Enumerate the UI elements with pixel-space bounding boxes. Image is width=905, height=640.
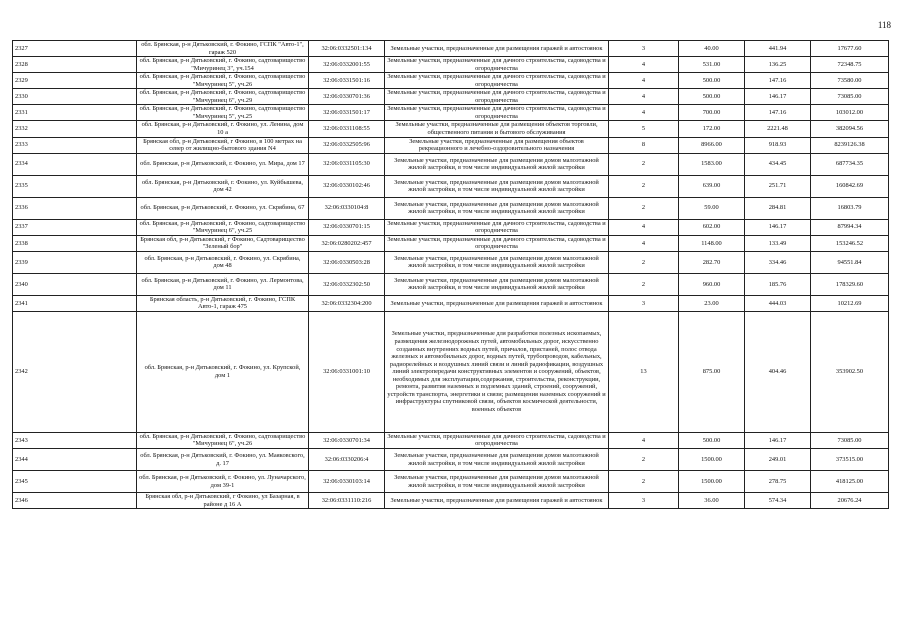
- row-address: обл. Брянская, р-н Дятьковский, г. Фокино, ул. Ленина, дом 10 а: [137, 121, 309, 137]
- row-land-use: Земельные участки, предназначенные для размещения домов малоэтажной жилой застройки, в том числе индивидуальной жилой застройки: [385, 471, 609, 493]
- row-cadastral-cost: 16803.79: [811, 197, 889, 219]
- row-area: 36.00: [679, 493, 745, 509]
- row-number: 2334: [13, 153, 137, 175]
- row-cadastral-number: 32:06:0331501:16: [309, 73, 385, 89]
- row-address: обл. Брянская, р-н Дятьковский, г. Фокино, садтоварищество "Мичуринец 5", уч.25: [137, 105, 309, 121]
- page-number: 118: [877, 20, 891, 30]
- row-number: 2330: [13, 89, 137, 105]
- row-address: обл. Брянская, р-н Дятьковский, г. Фокино, ул. Крупской, дом 1: [137, 311, 309, 432]
- row-use-category: 4: [609, 89, 679, 105]
- row-use-category: 4: [609, 105, 679, 121]
- row-cadastral-number: 32:06:0330102:46: [309, 175, 385, 197]
- row-area: 1583.00: [679, 153, 745, 175]
- row-use-category: 2: [609, 153, 679, 175]
- row-cadastral-cost: 10212.69: [811, 295, 889, 311]
- row-cadastral-cost: 73085.00: [811, 89, 889, 105]
- row-land-use: Земельные участки, предназначенные для размещения домов малоэтажной жилой застройки, в том числе индивидуальной жилой застройки: [385, 449, 609, 471]
- row-area: 172.00: [679, 121, 745, 137]
- table-row: [13, 41, 889, 57]
- row-number: 2345: [13, 471, 137, 493]
- row-use-category: 4: [609, 57, 679, 73]
- row-specific-value: 2221.48: [745, 121, 811, 137]
- row-use-category: 2: [609, 449, 679, 471]
- row-use-category: 2: [609, 175, 679, 197]
- row-cadastral-number: 32:06:0331108:55: [309, 121, 385, 137]
- row-specific-value: 251.71: [745, 175, 811, 197]
- row-address: обл. Брянская, р-н Дятьковский, г. Фокино, ул. Куйбышева, дом 42: [137, 175, 309, 197]
- row-use-category: 4: [609, 432, 679, 448]
- row-specific-value: 574.34: [745, 493, 811, 509]
- row-specific-value: 147.16: [745, 105, 811, 121]
- row-address: обл. Брянская, р-н Дятьковский, г. Фокино, садтоварищество "Мичуринец 6", уч.25: [137, 219, 309, 235]
- table-row: [13, 251, 889, 273]
- row-number: 2337: [13, 219, 137, 235]
- row-cadastral-number: 32:06:0331501:17: [309, 105, 385, 121]
- row-cadastral-cost: 87994.34: [811, 219, 889, 235]
- row-cadastral-number: 32:06:0332001:55: [309, 57, 385, 73]
- row-cadastral-cost: 103012.00: [811, 105, 889, 121]
- row-use-category: 13: [609, 311, 679, 432]
- row-specific-value: 441.94: [745, 41, 811, 57]
- row-cadastral-number: 32:06:0331105:30: [309, 153, 385, 175]
- row-use-category: 4: [609, 235, 679, 251]
- row-area: 1500.00: [679, 449, 745, 471]
- table-row: [13, 449, 889, 471]
- row-land-use: Земельные участки, предназначенные для дачного строительства, садоводства и огородничества: [385, 105, 609, 121]
- row-specific-value: 404.46: [745, 311, 811, 432]
- row-use-category: 4: [609, 73, 679, 89]
- row-specific-value: 278.75: [745, 471, 811, 493]
- row-land-use: Земельные участки, предназначенные для разработки полезных ископаемых, размещения железнодорожных путей, автомобильных дорог, искусственно созданных внутренних водных путей, причалов, пристаней, полос отвода железных и автомобильных дорог, водных путей, трубопроводов, кабельных, радиорелейных и воздушных линий связи и линий радиофикации, воздушных линий электропередачи конструктивных элементов и сооружений, объектов, необходимых для эксплуатации,содержания, строительства, реконструкции, ремонта, развития наземных и подземных зданий, строений, сооружений, устройств транспорта, энергетики и связи; размещения наземных сооружений и инфраструктуры спутниковой связи, объектов космической деятельности, военных объектов: [385, 311, 609, 432]
- row-address: Брянская обл, р-н Дятьковский, г Фокино, Садтоварищество "Зеленый бор": [137, 235, 309, 251]
- table-row: [13, 273, 889, 295]
- table-row: [13, 219, 889, 235]
- row-area: 1500.00: [679, 471, 745, 493]
- row-land-use: Земельные участки, предназначенные для размещения гаражей и автостоянок: [385, 295, 609, 311]
- row-address: обл. Брянская, р-н Дятьковский, г. Фокино, садтоварищество "Мичуринец 5", уч.26: [137, 73, 309, 89]
- row-address: Брянская область, р-н Дятьковский, г. Фокино, ГСПК Авто-1, гараж 475: [137, 295, 309, 311]
- row-use-category: 2: [609, 197, 679, 219]
- row-address: обл. Брянская, р-н Дятьковский, г. Фокино, ГСПК "Авто-1", гараж 520: [137, 41, 309, 57]
- row-area: 875.00: [679, 311, 745, 432]
- row-cadastral-number: 32:06:0332302:50: [309, 273, 385, 295]
- row-land-use: Земельные участки, предназначенные для дачного строительства, садоводства и огородничества: [385, 235, 609, 251]
- row-number: 2343: [13, 432, 137, 448]
- row-land-use: Земельные участки, предназначенные для размещения объектов торговли, общественного питания и бытового обслуживания: [385, 121, 609, 137]
- row-cadastral-number: 32:06:0331110:216: [309, 493, 385, 509]
- row-specific-value: 249.01: [745, 449, 811, 471]
- row-number: 2328: [13, 57, 137, 73]
- row-cadastral-cost: 687734.35: [811, 153, 889, 175]
- row-number: 2346: [13, 493, 137, 509]
- row-area: 282.70: [679, 251, 745, 273]
- row-cadastral-number: 32:06:0330701:36: [309, 89, 385, 105]
- row-land-use: Земельные участки, предназначенные для дачного строительства, садоводства и огородничества: [385, 432, 609, 448]
- row-specific-value: 133.49: [745, 235, 811, 251]
- row-number: 2329: [13, 73, 137, 89]
- row-use-category: 2: [609, 471, 679, 493]
- table-row: [13, 311, 889, 432]
- row-land-use: Земельные участки, предназначенные для размещения объектов рекреационного и лечебно-оздоровительного назначения: [385, 137, 609, 153]
- row-cadastral-number: 32:06:0332304:200: [309, 295, 385, 311]
- row-number: 2339: [13, 251, 137, 273]
- row-cadastral-number: 32:06:0280202:457: [309, 235, 385, 251]
- row-use-category: 4: [609, 219, 679, 235]
- row-use-category: 3: [609, 295, 679, 311]
- row-cadastral-cost: 72348.75: [811, 57, 889, 73]
- row-area: 500.00: [679, 73, 745, 89]
- table-row: [13, 235, 889, 251]
- row-specific-value: 147.16: [745, 73, 811, 89]
- row-cadastral-cost: 178329.60: [811, 273, 889, 295]
- row-cadastral-number: 32:06:0332501:134: [309, 41, 385, 57]
- row-area: 59.00: [679, 197, 745, 219]
- row-address: обл. Брянская, р-н Дятьковский, г. Фокино, садтоварищество "Мичуринец 6", уч.29: [137, 89, 309, 105]
- row-cadastral-cost: 73580.00: [811, 73, 889, 89]
- table-row: [13, 197, 889, 219]
- row-cadastral-number: 32:06:0330103:14: [309, 471, 385, 493]
- row-land-use: Земельные участки, предназначенные для дачного строительства, садоводства и огородничества: [385, 89, 609, 105]
- row-area: 40.00: [679, 41, 745, 57]
- row-address: обл. Брянская, р-н Дятьковский, г. Фокино, ул. Скрябина, 67: [137, 197, 309, 219]
- row-specific-value: 444.03: [745, 295, 811, 311]
- row-cadastral-cost: 17677.60: [811, 41, 889, 57]
- row-area: 700.00: [679, 105, 745, 121]
- table-row: [13, 295, 889, 311]
- row-specific-value: 146.17: [745, 432, 811, 448]
- row-area: 531.00: [679, 57, 745, 73]
- table-row: [13, 471, 889, 493]
- row-use-category: 2: [609, 273, 679, 295]
- row-cadastral-number: 32:06:0330503:28: [309, 251, 385, 273]
- row-specific-value: 185.76: [745, 273, 811, 295]
- row-specific-value: 434.45: [745, 153, 811, 175]
- row-use-category: 3: [609, 41, 679, 57]
- row-cadastral-cost: 373515.00: [811, 449, 889, 471]
- row-address: обл. Брянская, р-н Дятьковский, г. Фокино, ул. Маяковского, д. 17: [137, 449, 309, 471]
- table-row: [13, 432, 889, 448]
- row-cadastral-number: 32:06:0331001:10: [309, 311, 385, 432]
- table-row: [13, 73, 889, 89]
- row-number: 2344: [13, 449, 137, 471]
- row-land-use: Земельные участки, предназначенные для размещения домов малоэтажной жилой застройки, в том числе индивидуальной жилой застройки: [385, 175, 609, 197]
- row-cadastral-cost: 153246.52: [811, 235, 889, 251]
- row-address: Брянская обл, р-н Дятьковский, г Фокино, в 100 метрах на север от жилищно-бытового здания N4: [137, 137, 309, 153]
- row-land-use: Земельные участки, предназначенные для размещения домов малоэтажной жилой застройки, в том числе индивидуальной жилой застройки: [385, 197, 609, 219]
- row-cadastral-cost: 20676.24: [811, 493, 889, 509]
- row-use-category: 5: [609, 121, 679, 137]
- row-specific-value: 334.46: [745, 251, 811, 273]
- row-address: обл. Брянская, р-н Дятьковский, г. Фокино, ул. Луначарского, дом 39-1: [137, 471, 309, 493]
- row-cadastral-cost: 94551.84: [811, 251, 889, 273]
- row-land-use: Земельные участки, предназначенные для дачного строительства, садоводства и огородничества: [385, 73, 609, 89]
- row-cadastral-number: 32:06:0330104:8: [309, 197, 385, 219]
- row-cadastral-number: 32:06:0330701:15: [309, 219, 385, 235]
- row-cadastral-cost: 8239126.38: [811, 137, 889, 153]
- row-area: 639.00: [679, 175, 745, 197]
- row-land-use: Земельные участки, предназначенные для размещения гаражей и автостоянок: [385, 493, 609, 509]
- row-number: 2331: [13, 105, 137, 121]
- row-area: 8966.00: [679, 137, 745, 153]
- row-specific-value: 146.17: [745, 89, 811, 105]
- row-address: обл. Брянская, р-н Дятьковский, г. Фокино, садтоварищество "Мичуринец 3", уч.154: [137, 57, 309, 73]
- row-area: 1148.00: [679, 235, 745, 251]
- row-area: 500.00: [679, 89, 745, 105]
- row-cadastral-cost: 418125.00: [811, 471, 889, 493]
- row-address: обл. Брянская, р-н Дятьковский, г. Фокино, ул. Мира, дом 17: [137, 153, 309, 175]
- row-use-category: 2: [609, 251, 679, 273]
- row-specific-value: 284.81: [745, 197, 811, 219]
- row-area: 960.00: [679, 273, 745, 295]
- row-address: обл. Брянская, р-н Дятьковский, г. Фокино, ул. Скрябина, дом 48: [137, 251, 309, 273]
- row-specific-value: 918.93: [745, 137, 811, 153]
- table-row: [13, 493, 889, 509]
- row-land-use: Земельные участки, предназначенные для размещения домов малоэтажной жилой застройки, в том числе индивидуальной жилой застройки: [385, 153, 609, 175]
- row-number: 2332: [13, 121, 137, 137]
- row-area: 500.00: [679, 432, 745, 448]
- row-address: обл. Брянская, р-н Дятьковский, г. Фокино, ул. Лермонтова, дом 11: [137, 273, 309, 295]
- row-cadastral-cost: 353902.50: [811, 311, 889, 432]
- row-number: 2342: [13, 311, 137, 432]
- row-land-use: Земельные участки, предназначенные для размещения гаражей и автостоянок: [385, 41, 609, 57]
- row-number: 2335: [13, 175, 137, 197]
- row-land-use: Земельные участки, предназначенные для размещения домов малоэтажной жилой застройки, в том числе индивидуальной жилой застройки: [385, 251, 609, 273]
- row-use-category: 3: [609, 493, 679, 509]
- row-cadastral-cost: 73085.00: [811, 432, 889, 448]
- row-address: Брянская обл, р-н Дятьковский, г Фокино, ул Базарная, в районе д 16 А: [137, 493, 309, 509]
- row-land-use: Земельные участки, предназначенные для дачного строительства, садоводства и огородничества: [385, 219, 609, 235]
- land-registry-table: [12, 40, 889, 509]
- row-number: 2340: [13, 273, 137, 295]
- table-row: [13, 105, 889, 121]
- row-specific-value: 136.25: [745, 57, 811, 73]
- row-land-use: Земельные участки, предназначенные для дачного строительства, садоводства и огородничества: [385, 57, 609, 73]
- row-cadastral-number: 32:06:0332505:96: [309, 137, 385, 153]
- table-row: [13, 175, 889, 197]
- row-area: 602.00: [679, 219, 745, 235]
- row-specific-value: 146.17: [745, 219, 811, 235]
- table-row: [13, 57, 889, 73]
- row-number: 2336: [13, 197, 137, 219]
- row-use-category: 8: [609, 137, 679, 153]
- table-row: [13, 121, 889, 137]
- table-row: [13, 137, 889, 153]
- row-cadastral-number: 32:06:0330206:4: [309, 449, 385, 471]
- row-number: 2341: [13, 295, 137, 311]
- row-cadastral-number: 32:06:0330701:34: [309, 432, 385, 448]
- row-number: 2333: [13, 137, 137, 153]
- row-cadastral-cost: 382094.56: [811, 121, 889, 137]
- row-land-use: Земельные участки, предназначенные для размещения домов малоэтажной жилой застройки, в том числе индивидуальной жилой застройки: [385, 273, 609, 295]
- table-row: [13, 89, 889, 105]
- row-number: 2338: [13, 235, 137, 251]
- row-area: 23.00: [679, 295, 745, 311]
- table-row: [13, 153, 889, 175]
- row-number: 2327: [13, 41, 137, 57]
- row-address: обл. Брянская, р-н Дятьковский, г. Фокино, садтоварищество "Мичуринец 6", уч.26: [137, 432, 309, 448]
- row-cadastral-cost: 160842.69: [811, 175, 889, 197]
